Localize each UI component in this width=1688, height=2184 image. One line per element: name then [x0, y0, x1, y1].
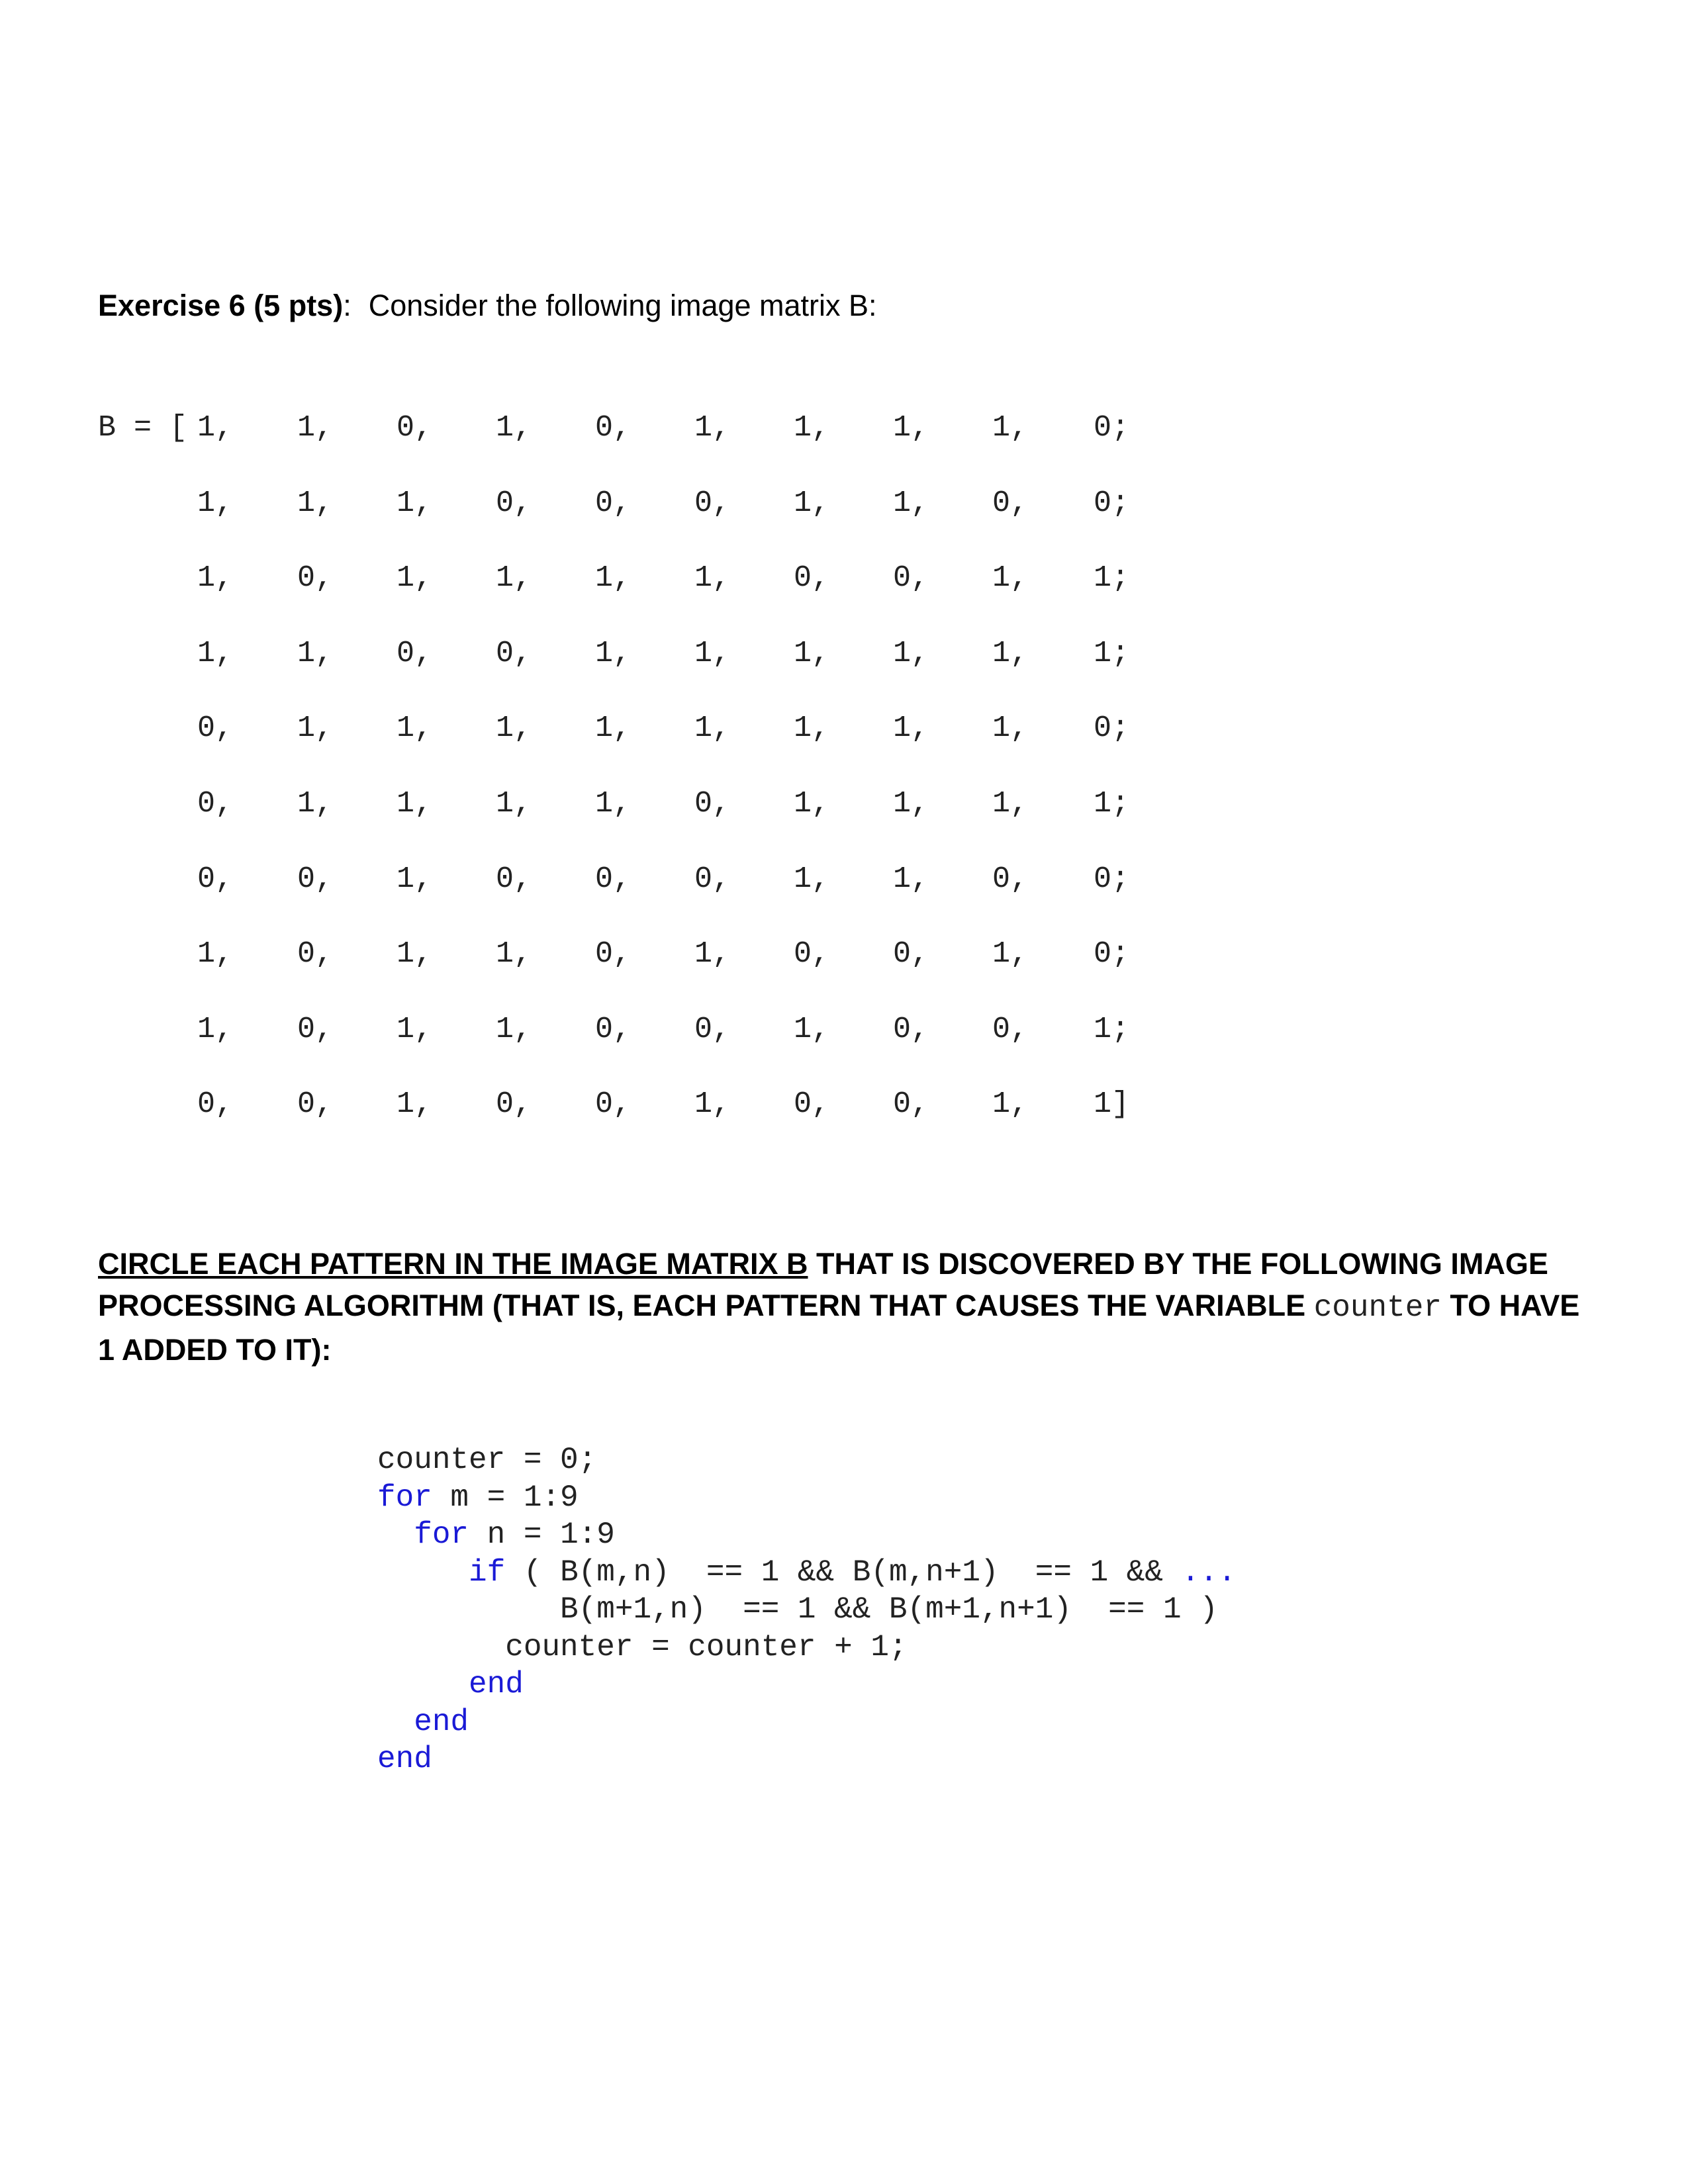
exercise-title: Exercise 6 (5 pts): [98, 289, 344, 322]
matrix-cell: 1;: [1094, 636, 1130, 670]
matrix-cell: 0,: [297, 561, 334, 596]
matrix-cell: 1,: [794, 711, 830, 746]
matrix-cell: 1,: [694, 1087, 731, 1122]
matrix-cell: 1,: [694, 711, 731, 746]
matrix-cell: 1,: [893, 787, 929, 821]
code-continuation: ...: [1181, 1555, 1237, 1590]
matrix-cell: 0,: [893, 1087, 929, 1122]
matrix-cell: 1,: [397, 937, 433, 972]
matrix-cell: 1,: [397, 862, 433, 896]
matrix-cell: 0;: [1094, 411, 1130, 445]
matrix-cell: 0;: [1094, 711, 1130, 746]
matrix-cell: 1,: [397, 1087, 433, 1122]
matrix-cell: 1,: [297, 711, 334, 746]
code-line-4: ( B(m,n) == 1 && B(m,n+1) == 1 &&: [505, 1555, 1182, 1590]
matrix-cell: 1,: [297, 486, 334, 520]
matrix-cell: 1,: [794, 862, 830, 896]
matrix-cell: 1,: [496, 787, 532, 821]
matrix-cell: 0,: [397, 411, 433, 445]
matrix-cell: 1,: [794, 787, 830, 821]
matrix-cell: 0,: [397, 636, 433, 670]
matrix-cell: 1,: [397, 787, 433, 821]
matrix-cell: 1,: [397, 1012, 433, 1046]
matrix-cell: 1,: [794, 636, 830, 670]
matrix-cell: 0,: [794, 937, 830, 972]
matrix-cell: 0;: [1094, 862, 1130, 896]
matrix-cell: 1,: [992, 561, 1029, 596]
matrix-cell: 1,: [794, 1012, 830, 1046]
matrix-cell: 1;: [1094, 1012, 1130, 1046]
matrix-cell: 1,: [297, 787, 334, 821]
matrix-cell: 0,: [992, 486, 1029, 520]
matrix-cell: 0,: [794, 1087, 830, 1122]
exercise-prompt: Consider the following image matrix B:: [368, 289, 877, 322]
matrix-cell: 1,: [496, 561, 532, 596]
matrix-cell: 1,: [893, 486, 929, 520]
code-line-6: counter = counter + 1;: [505, 1629, 908, 1664]
matrix-cell: 1,: [197, 1012, 234, 1046]
exercise-heading: [98, 289, 877, 323]
code-if-keyword: if: [469, 1555, 506, 1590]
matrix-cell: 0,: [694, 1012, 731, 1046]
matrix-cell: 0,: [893, 561, 929, 596]
matrix-cell: 0,: [893, 1012, 929, 1046]
matrix-cell: 1,: [397, 711, 433, 746]
matrix-cell: 1,: [893, 411, 929, 445]
matrix-cell: 1,: [197, 411, 234, 445]
code-line-2: m = 1:9: [432, 1480, 579, 1515]
matrix-cell: 0,: [595, 1087, 632, 1122]
matrix-cell: 1,: [794, 411, 830, 445]
matrix-cell: 0,: [496, 486, 532, 520]
matrix-cell: 1;: [1094, 787, 1130, 821]
code-for-keyword-inner: for: [414, 1518, 469, 1552]
matrix-cell: 0;: [1094, 486, 1130, 520]
matrix-cell: 1,: [694, 561, 731, 596]
code-block: [377, 1441, 1236, 1778]
matrix-cell: 0,: [694, 862, 731, 896]
matrix-cell: 0,: [496, 862, 532, 896]
matrix-cell: 0,: [496, 1087, 532, 1122]
matrix-cell: 1;: [1094, 561, 1130, 596]
matrix-cell: 1,: [595, 787, 632, 821]
matrix-cell: 0,: [297, 1012, 334, 1046]
matrix-cell: 0,: [595, 1012, 632, 1046]
matrix-cell: 0;: [1094, 937, 1130, 972]
matrix-cell: 0,: [694, 486, 731, 520]
matrix-cell: 0,: [992, 862, 1029, 896]
code-for-keyword-outer: for: [377, 1480, 432, 1515]
matrix-cell: 1,: [992, 937, 1029, 972]
code-line-5: B(m+1,n) == 1 && B(m+1,n+1) == 1 ): [560, 1592, 1218, 1627]
matrix-cell: 1,: [197, 561, 234, 596]
matrix-cell: 0,: [496, 636, 532, 670]
matrix-cell: 1,: [694, 636, 731, 670]
matrix-cell: 1,: [397, 486, 433, 520]
matrix-cell: 0,: [297, 937, 334, 972]
matrix-cell: 0,: [197, 711, 234, 746]
matrix-cell: 0,: [893, 937, 929, 972]
code-end-inner-for: end: [414, 1704, 469, 1739]
matrix-cell: 0,: [595, 411, 632, 445]
matrix-cell: 0,: [992, 1012, 1029, 1046]
code-line-1: counter = 0;: [377, 1443, 597, 1477]
matrix-cell: 1,: [893, 636, 929, 670]
matrix-cell: 1,: [496, 1012, 532, 1046]
matrix-cell: 0,: [694, 787, 731, 821]
exercise-colon: :: [343, 289, 352, 322]
matrix-cell: 1,: [496, 711, 532, 746]
matrix-cell: 0,: [595, 862, 632, 896]
matrix-cell: 1,: [694, 937, 731, 972]
matrix-cell: 1,: [297, 636, 334, 670]
matrix-cell: 1,: [595, 636, 632, 670]
code-end-outer-for: end: [377, 1742, 432, 1776]
instruction-underlined: CIRCLE EACH PATTERN IN THE IMAGE MATRIX B: [98, 1247, 808, 1281]
matrix-cell: 1,: [197, 937, 234, 972]
instruction-part2: TO HAVE 1 ADDED TO IT):: [98, 1289, 1580, 1367]
matrix-cell: 1,: [397, 561, 433, 596]
matrix-cell: 0,: [297, 862, 334, 896]
matrix-cell: 1,: [197, 636, 234, 670]
matrix-cell: 1,: [595, 561, 632, 596]
matrix-cell: 1,: [297, 411, 334, 445]
code-line-3: n = 1:9: [469, 1518, 615, 1552]
matrix-cell: 1,: [595, 711, 632, 746]
matrix-cell: 0,: [595, 937, 632, 972]
matrix-cell: 1,: [197, 486, 234, 520]
matrix-prefix: B = [: [98, 411, 188, 445]
matrix-cell: 1,: [893, 711, 929, 746]
matrix-cell: 1]: [1094, 1087, 1130, 1122]
matrix-cell: 0,: [197, 1087, 234, 1122]
matrix-cell: 1,: [893, 862, 929, 896]
matrix-cell: 0,: [197, 862, 234, 896]
matrix-cell: 1,: [694, 411, 731, 445]
matrix-cell: 0,: [297, 1087, 334, 1122]
instruction-part1: THAT IS DISCOVERED BY THE FOLLOWING IMAGE PROCESSING ALGORITHM (THAT IS, EACH PATTERN THAT CAUSES THE VARIABLE: [98, 1247, 1548, 1322]
matrix-cell: 0,: [197, 787, 234, 821]
code-end-if: end: [469, 1667, 524, 1702]
matrix-cell: 1,: [992, 787, 1029, 821]
matrix-cell: 1,: [496, 411, 532, 445]
matrix-cell: 1,: [496, 937, 532, 972]
matrix-cell: 0,: [595, 486, 632, 520]
matrix-cell: 1,: [992, 636, 1029, 670]
matrix-cell: 1,: [992, 711, 1029, 746]
instruction-code-word: counter: [1313, 1291, 1442, 1325]
matrix-cell: 0,: [794, 561, 830, 596]
matrix-cell: 1,: [794, 486, 830, 520]
instruction-text: [98, 1243, 1594, 1371]
matrix-cell: 1,: [992, 1087, 1029, 1122]
matrix-cell: 1,: [992, 411, 1029, 445]
